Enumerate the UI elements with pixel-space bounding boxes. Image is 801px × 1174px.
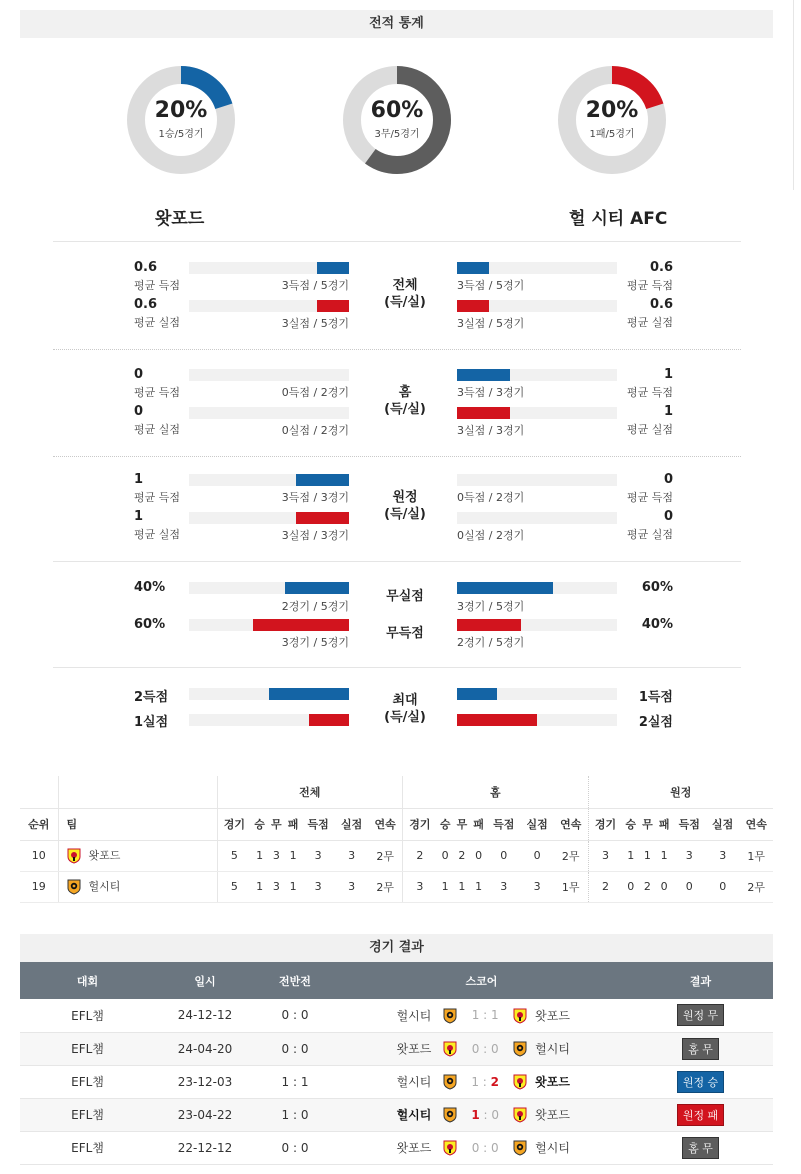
result-row[interactable] bbox=[20, 1032, 773, 1065]
home-clean-pct: 40% bbox=[134, 580, 166, 595]
home-stat-cell: 3 bbox=[520, 871, 553, 902]
divider bbox=[53, 349, 741, 350]
avg-concede-label: 평균 실점 bbox=[134, 528, 181, 541]
result-cell bbox=[628, 1131, 773, 1164]
away-clean-note: 3경기 / 5경기 bbox=[457, 600, 525, 613]
home-score: 0 bbox=[471, 1140, 480, 1155]
avg-score-label: 평균 득점 bbox=[134, 279, 181, 292]
col-away-3: 패 bbox=[656, 808, 673, 840]
scrollbar[interactable] bbox=[793, 0, 801, 190]
away-stat-cell: 0 bbox=[706, 871, 739, 902]
away-noscore-pct: 40% bbox=[641, 617, 673, 632]
home-avg-concede: 1 bbox=[134, 509, 144, 524]
home-team-cell[interactable] bbox=[335, 1131, 463, 1164]
col-home-6: 연속 bbox=[554, 808, 588, 840]
col-total-2: 무 bbox=[268, 808, 285, 840]
result-row[interactable] bbox=[20, 1131, 773, 1164]
away-team-name[interactable]: 왓포드 bbox=[535, 1107, 570, 1122]
away-concede-bar bbox=[457, 300, 489, 312]
col-home-2: 무 bbox=[454, 808, 471, 840]
watford-badge-icon bbox=[513, 1008, 527, 1024]
home-avg-score: 0 bbox=[134, 367, 144, 382]
divider bbox=[53, 667, 741, 668]
home-score: 1 bbox=[471, 1074, 479, 1089]
away-stat-cell: 3 bbox=[588, 840, 622, 871]
date-cell: 23-04-22 bbox=[155, 1098, 255, 1131]
avg-score-label: 평균 득점 bbox=[134, 386, 181, 399]
home-score-note: 3득점 / 5경기 bbox=[281, 279, 349, 292]
col-total-6: 연속 bbox=[368, 808, 402, 840]
total-stat-cell: 1 bbox=[251, 840, 268, 871]
home-concede-note: 3실점 / 5경기 bbox=[281, 317, 349, 330]
away-score-bar bbox=[457, 262, 489, 274]
donut-percent: 60% bbox=[370, 98, 424, 123]
total-stat-cell: 2무 bbox=[368, 871, 402, 902]
result-row[interactable] bbox=[20, 999, 773, 1032]
total-stat-cell: 3 bbox=[268, 840, 285, 871]
watford-badge-icon bbox=[443, 1041, 457, 1057]
away-avg-score: 1 bbox=[663, 367, 673, 382]
group-title: 홈 bbox=[398, 385, 412, 400]
col-total-4: 득점 bbox=[301, 808, 334, 840]
donut-sublabel: 1승/5경기 bbox=[158, 129, 204, 140]
col-rank: 순위 bbox=[20, 808, 58, 840]
away-team-cell[interactable] bbox=[507, 1065, 628, 1098]
home-concede-bar bbox=[317, 300, 349, 312]
home-stat-cell: 3 bbox=[403, 871, 437, 902]
away-stat-cell: 0 bbox=[656, 871, 673, 902]
away-stat-cell: 1 bbox=[656, 840, 673, 871]
home-team-name[interactable]: 왓포드 bbox=[396, 1041, 432, 1056]
stats-header: 전적 통계 bbox=[20, 10, 773, 38]
result-row[interactable] bbox=[20, 1098, 773, 1131]
results-header: 경기 결과 bbox=[20, 934, 773, 962]
total-stat-cell: 1 bbox=[251, 871, 268, 902]
avg-score-label: 평균 득점 bbox=[627, 279, 674, 292]
col-away-2: 무 bbox=[639, 808, 656, 840]
standings-table bbox=[20, 776, 773, 903]
score-cell: 0 : 0 bbox=[463, 1032, 507, 1065]
away-concede-note: 3실점 / 3경기 bbox=[457, 424, 525, 437]
away-max-concede: 2실점 bbox=[638, 715, 673, 730]
avg-concede-label: 평균 실점 bbox=[627, 528, 674, 541]
away-score-note: 0득점 / 2경기 bbox=[457, 491, 525, 504]
competition-cell: EFL챔 bbox=[20, 1098, 155, 1131]
competition-cell: EFL챔 bbox=[20, 1032, 155, 1065]
col-halftime: 전반전 bbox=[255, 962, 335, 999]
divider bbox=[53, 561, 741, 562]
col-total-0: 경기 bbox=[217, 808, 251, 840]
avg-concede-label: 평균 실점 bbox=[134, 423, 181, 436]
halftime-cell: 0 : 0 bbox=[255, 1131, 335, 1164]
competition-cell: EFL챔 bbox=[20, 1065, 155, 1098]
away-stat-cell: 3 bbox=[673, 840, 706, 871]
home-score: 1 bbox=[471, 1107, 480, 1122]
result-badge: 원정 무 bbox=[677, 1004, 724, 1026]
away-team-name[interactable]: 왓포드 bbox=[535, 1008, 570, 1023]
away-concede-note: 0실점 / 2경기 bbox=[457, 529, 525, 542]
halftime-cell: 0 : 0 bbox=[255, 1032, 335, 1065]
avg-concede-label: 평균 실점 bbox=[134, 316, 181, 329]
max-title: 최대 bbox=[392, 693, 418, 708]
away-stat-cell: 1 bbox=[639, 840, 656, 871]
result-cell bbox=[628, 1065, 773, 1098]
home-score: 1 bbox=[471, 1008, 480, 1023]
no-score-title: 무득점 bbox=[386, 626, 424, 641]
win-rate-donut bbox=[126, 65, 236, 175]
col-home-5: 실점 bbox=[520, 808, 553, 840]
away-stat-cell: 0 bbox=[622, 871, 639, 902]
bar-track bbox=[189, 369, 349, 381]
home-stat-cell: 0 bbox=[487, 840, 520, 871]
total-stat-cell: 1 bbox=[285, 840, 302, 871]
home-stat-cell: 2무 bbox=[554, 840, 588, 871]
total-stat-cell: 3 bbox=[335, 871, 368, 902]
avg-concede-label: 평균 실점 bbox=[627, 316, 674, 329]
halftime-cell: 1 : 1 bbox=[255, 1065, 335, 1098]
home-max-concede: 1실점 bbox=[134, 715, 169, 730]
total-stat-cell: 5 bbox=[217, 871, 251, 902]
blank-cell bbox=[58, 776, 217, 808]
home-stat-cell: 1무 bbox=[554, 871, 588, 902]
home-concede-note: 0실점 / 2경기 bbox=[281, 424, 349, 437]
home-stat-cell: 0 bbox=[520, 840, 553, 871]
away-clean-bar bbox=[457, 582, 553, 594]
away-team-cell[interactable] bbox=[507, 1032, 628, 1065]
away-stat-cell: 2무 bbox=[739, 871, 773, 902]
team-name[interactable]: 왓포드 bbox=[88, 849, 121, 862]
team-cell[interactable] bbox=[58, 840, 217, 871]
away-concede-note: 3실점 / 5경기 bbox=[457, 317, 525, 330]
watford-badge-icon bbox=[513, 1107, 527, 1123]
divider bbox=[53, 241, 741, 242]
group-title: 전체 bbox=[392, 278, 418, 293]
score-cell: 0 : 0 bbox=[463, 1131, 507, 1164]
score-cell: 1 : 1 bbox=[463, 999, 507, 1032]
away-noscore-note: 2경기 / 5경기 bbox=[457, 636, 525, 649]
result-badge: 원정 승 bbox=[677, 1071, 724, 1093]
home-score-note: 0득점 / 2경기 bbox=[281, 386, 349, 399]
result-cell bbox=[628, 999, 773, 1032]
group-subtitle: (득/실) bbox=[384, 507, 426, 522]
group-subtitle: (득/실) bbox=[384, 295, 426, 310]
team-name[interactable]: 헐시티 bbox=[88, 880, 121, 893]
clean-sheet-title: 무실점 bbox=[386, 589, 424, 604]
halftime-cell: 1 : 0 bbox=[255, 1098, 335, 1131]
result-row[interactable] bbox=[20, 1065, 773, 1098]
away-score: 0 bbox=[491, 1041, 499, 1056]
avg-score-label: 평균 득점 bbox=[134, 491, 181, 504]
col-away-1: 승 bbox=[622, 808, 639, 840]
col-team: 팀 bbox=[58, 808, 217, 840]
home-team-cell[interactable] bbox=[335, 1032, 463, 1065]
bar-track bbox=[457, 512, 617, 524]
away-max-concede-bar bbox=[457, 714, 537, 726]
donut-percent: 20% bbox=[154, 98, 208, 123]
home-team-name[interactable]: 헐시티 bbox=[396, 1107, 432, 1122]
away-score: 0 bbox=[491, 1140, 499, 1155]
rank-cell: 10 bbox=[20, 840, 58, 871]
home-noscore-bar bbox=[253, 619, 349, 631]
home-stat-cell: 0 bbox=[470, 840, 487, 871]
date-cell: 24-12-12 bbox=[155, 999, 255, 1032]
competition-cell: EFL챔 bbox=[20, 999, 155, 1032]
home-stat-cell: 2 bbox=[403, 840, 437, 871]
watford-badge-icon bbox=[443, 1140, 457, 1156]
watford-badge-icon bbox=[67, 848, 81, 864]
col-away-6: 연속 bbox=[739, 808, 773, 840]
home-concede-note: 3실점 / 3경기 bbox=[281, 529, 349, 542]
away-score: 1 bbox=[491, 1008, 499, 1023]
home-max-score-bar bbox=[269, 688, 349, 700]
home-team-name[interactable]: 왓포드 bbox=[396, 1140, 432, 1155]
away-stat-cell: 1 bbox=[622, 840, 639, 871]
col-score: 스코어 bbox=[335, 962, 628, 999]
hull-badge-icon bbox=[443, 1107, 457, 1123]
home-noscore-pct: 60% bbox=[134, 617, 166, 632]
bar-track bbox=[457, 474, 617, 486]
watford-badge-icon bbox=[513, 1074, 527, 1090]
divider bbox=[53, 456, 741, 457]
away-score: 2 bbox=[490, 1074, 499, 1089]
col-away-0: 경기 bbox=[588, 808, 622, 840]
donut-percent: 20% bbox=[585, 98, 639, 123]
col-home-3: 패 bbox=[470, 808, 487, 840]
home-avg-concede: 0 bbox=[134, 404, 144, 419]
away-team-name[interactable]: 헐시티 bbox=[535, 1041, 570, 1056]
home-stat-cell: 1 bbox=[454, 871, 471, 902]
col-home-4: 득점 bbox=[487, 808, 520, 840]
home-team-cell[interactable] bbox=[335, 1065, 463, 1098]
blank-cell bbox=[20, 776, 58, 808]
draw-rate-donut bbox=[342, 65, 452, 175]
total-stat-cell: 5 bbox=[217, 840, 251, 871]
away-team-cell[interactable] bbox=[507, 999, 628, 1032]
away-clean-pct: 60% bbox=[641, 580, 673, 595]
bar-track bbox=[189, 407, 349, 419]
home-stat-cell: 0 bbox=[437, 840, 454, 871]
avg-concede-label: 평균 실점 bbox=[627, 423, 674, 436]
home-stat-cell: 2 bbox=[454, 840, 471, 871]
result-badge: 원정 패 bbox=[677, 1104, 724, 1126]
home-team-cell[interactable] bbox=[335, 999, 463, 1032]
away-stat-cell: 2 bbox=[588, 871, 622, 902]
away-team-cell[interactable] bbox=[507, 1098, 628, 1131]
group-total-header: 전체 bbox=[217, 776, 403, 808]
home-avg-score: 0.6 bbox=[134, 260, 158, 275]
home-score-bar bbox=[317, 262, 349, 274]
total-stat-cell: 3 bbox=[301, 871, 334, 902]
score-cell: 1 : 2 bbox=[463, 1065, 507, 1098]
total-stat-cell: 3 bbox=[301, 840, 334, 871]
away-avg-concede: 0 bbox=[663, 509, 673, 524]
col-home-1: 승 bbox=[437, 808, 454, 840]
home-clean-bar bbox=[285, 582, 349, 594]
col-date: 일시 bbox=[155, 962, 255, 999]
home-noscore-note: 3경기 / 5경기 bbox=[281, 636, 349, 649]
competition-cell: EFL챔 bbox=[20, 1131, 155, 1164]
total-stat-cell: 2무 bbox=[368, 840, 402, 871]
away-max-score-bar bbox=[457, 688, 497, 700]
away-stat-cell: 1무 bbox=[739, 840, 773, 871]
away-score-bar bbox=[457, 369, 510, 381]
group-subtitle: (득/실) bbox=[384, 402, 426, 417]
home-stat-cell: 3 bbox=[487, 871, 520, 902]
result-cell bbox=[628, 1032, 773, 1065]
date-cell: 23-12-03 bbox=[155, 1065, 255, 1098]
col-total-1: 승 bbox=[251, 808, 268, 840]
result-badge: 홈 무 bbox=[682, 1038, 719, 1060]
home-score-note: 3득점 / 3경기 bbox=[281, 491, 349, 504]
col-total-3: 패 bbox=[285, 808, 302, 840]
home-team-name[interactable]: 헐시티 bbox=[396, 1074, 432, 1089]
away-avg-score: 0 bbox=[663, 472, 673, 487]
home-max-concede-bar bbox=[309, 714, 349, 726]
group-away-header: 원정 bbox=[588, 776, 773, 808]
total-stat-cell: 3 bbox=[335, 840, 368, 871]
home-max-score: 2득점 bbox=[134, 690, 169, 705]
hull-badge-icon bbox=[513, 1041, 527, 1057]
away-concede-bar bbox=[457, 407, 510, 419]
loss-rate-donut bbox=[557, 65, 667, 175]
col-total-5: 실점 bbox=[335, 808, 368, 840]
away-team-name[interactable]: 헐시티 bbox=[535, 1140, 570, 1155]
total-stat-cell: 3 bbox=[268, 871, 285, 902]
away-score: 0 bbox=[491, 1107, 499, 1122]
total-stat-cell: 1 bbox=[285, 871, 302, 902]
avg-score-label: 평균 득점 bbox=[627, 386, 674, 399]
col-result: 결과 bbox=[628, 962, 773, 999]
group-home-header: 홈 bbox=[403, 776, 589, 808]
away-stat-cell: 0 bbox=[673, 871, 706, 902]
away-avg-concede: 0.6 bbox=[649, 297, 673, 312]
home-avg-concede: 0.6 bbox=[134, 297, 158, 312]
away-stat-cell: 2 bbox=[639, 871, 656, 902]
away-team-name: 헐 시티 AFC bbox=[569, 209, 668, 229]
away-avg-concede: 1 bbox=[663, 404, 673, 419]
hull-badge-icon bbox=[513, 1140, 527, 1156]
col-home-0: 경기 bbox=[403, 808, 437, 840]
rank-cell: 19 bbox=[20, 871, 58, 902]
home-stat-cell: 1 bbox=[437, 871, 454, 902]
avg-score-label: 평균 득점 bbox=[627, 491, 674, 504]
home-score: 0 bbox=[471, 1041, 480, 1056]
donut-sublabel: 3무/5경기 bbox=[374, 129, 420, 140]
home-concede-bar bbox=[296, 512, 349, 524]
halftime-cell: 0 : 0 bbox=[255, 999, 335, 1032]
date-cell: 24-04-20 bbox=[155, 1032, 255, 1065]
date-cell: 22-12-12 bbox=[155, 1131, 255, 1164]
away-score-note: 3득점 / 5경기 bbox=[457, 279, 525, 292]
away-team-cell[interactable] bbox=[507, 1131, 628, 1164]
col-competition: 대회 bbox=[20, 962, 155, 999]
group-title: 원정 bbox=[392, 490, 418, 505]
max-subtitle: (득/실) bbox=[384, 710, 426, 725]
away-stat-cell: 3 bbox=[706, 840, 739, 871]
away-team-name[interactable]: 왓포드 bbox=[535, 1074, 570, 1089]
home-stat-cell: 1 bbox=[470, 871, 487, 902]
home-score-bar bbox=[296, 474, 349, 486]
away-score-note: 3득점 / 3경기 bbox=[457, 386, 525, 399]
hull-badge-icon bbox=[443, 1074, 457, 1090]
donut-sublabel: 1패/5경기 bbox=[589, 129, 635, 140]
away-avg-score: 0.6 bbox=[649, 260, 673, 275]
team-cell[interactable] bbox=[58, 871, 217, 902]
results-table bbox=[20, 962, 773, 1165]
away-noscore-bar bbox=[457, 619, 521, 631]
hull-badge-icon bbox=[443, 1008, 457, 1024]
away-max-score: 1득점 bbox=[638, 690, 673, 705]
col-away-5: 실점 bbox=[706, 808, 739, 840]
home-team-name[interactable]: 헐시티 bbox=[396, 1008, 432, 1023]
home-team-name: 왓포드 bbox=[155, 209, 205, 229]
col-away-4: 득점 bbox=[673, 808, 706, 840]
home-avg-score: 1 bbox=[134, 472, 144, 487]
score-cell: 1 : 0 bbox=[463, 1098, 507, 1131]
hull-badge-icon bbox=[67, 879, 81, 895]
result-badge: 홈 무 bbox=[682, 1137, 719, 1159]
home-clean-note: 2경기 / 5경기 bbox=[281, 600, 349, 613]
result-cell bbox=[628, 1098, 773, 1131]
home-team-cell[interactable] bbox=[335, 1098, 463, 1131]
